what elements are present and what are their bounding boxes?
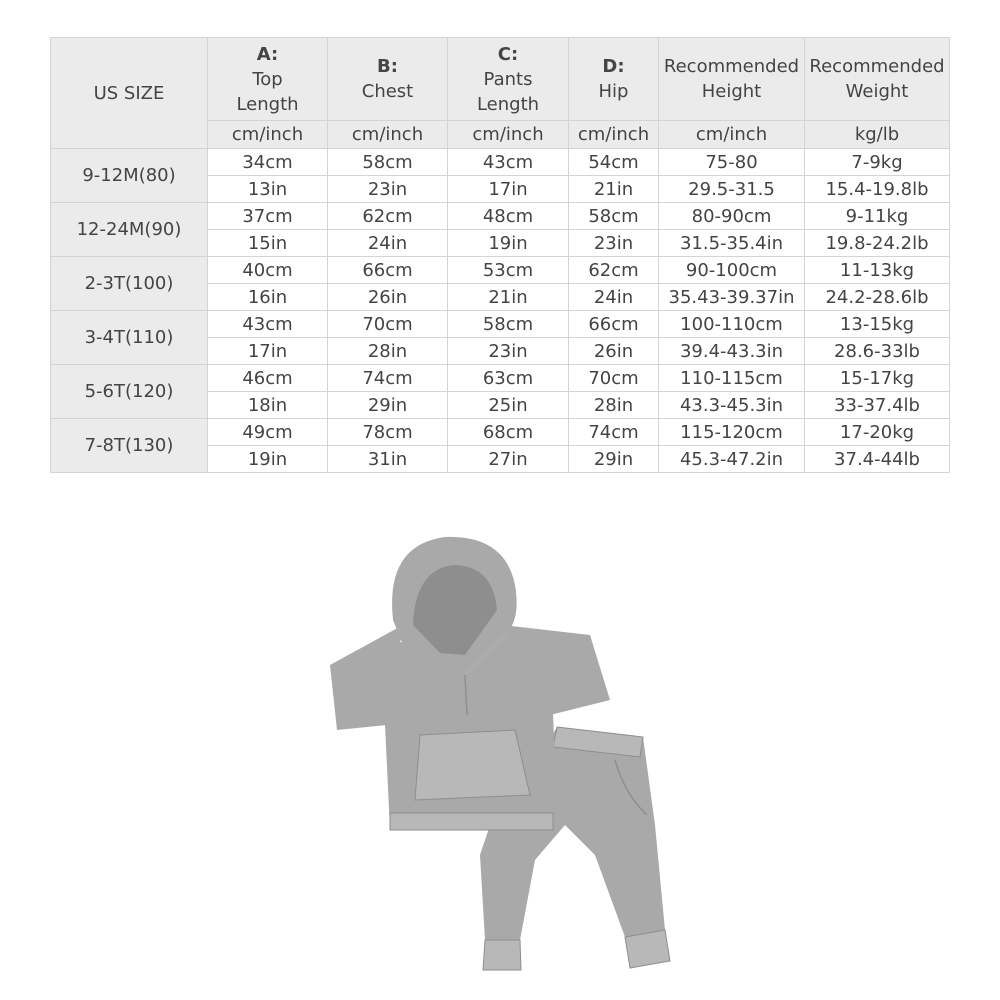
column-title-line: Length <box>236 93 299 115</box>
cell-cm: 9-11kg <box>805 203 950 230</box>
cell-inch: 26in <box>328 284 448 311</box>
cell-cm: 62cm <box>328 203 448 230</box>
us-size-header: US SIZE <box>51 38 208 149</box>
cell-cm: 115-120cm <box>659 419 805 446</box>
cell-cm: 90-100cm <box>659 257 805 284</box>
column-unit: cm/inch <box>659 121 805 149</box>
column-header-1 <box>328 38 448 121</box>
column-title-line: Top <box>252 68 283 90</box>
column-letter: B: <box>377 56 398 77</box>
cell-inch: 17in <box>208 338 328 365</box>
cell-cm: 58cm <box>569 203 659 230</box>
cell-inch: 31.5-35.4in <box>659 230 805 257</box>
cell-inch: 24in <box>328 230 448 257</box>
cell-inch: 23in <box>448 338 569 365</box>
cell-cm: 11-13kg <box>805 257 950 284</box>
size-label: 5-6T(120) <box>51 365 208 419</box>
cell-cm: 110-115cm <box>659 365 805 392</box>
cell-cm: 49cm <box>208 419 328 446</box>
column-title-line: Length <box>476 93 540 115</box>
cell-inch: 29in <box>328 392 448 419</box>
cell-cm: 54cm <box>569 149 659 176</box>
cell-cm: 74cm <box>328 365 448 392</box>
table-row <box>51 311 950 338</box>
cell-inch: 33-37.4lb <box>805 392 950 419</box>
cell-cm: 68cm <box>448 419 569 446</box>
cell-cm: 75-80 <box>659 149 805 176</box>
cell-inch: 23in <box>569 230 659 257</box>
cell-inch: 13in <box>208 176 328 203</box>
cell-inch: 16in <box>208 284 328 311</box>
column-unit: cm/inch <box>448 121 569 149</box>
cell-inch: 35.43-39.37in <box>659 284 805 311</box>
table-row <box>51 419 950 446</box>
cell-cm: 13-15kg <box>805 311 950 338</box>
cell-cm: 58cm <box>328 149 448 176</box>
column-unit: cm/inch <box>569 121 659 149</box>
column-letter: A: <box>256 43 279 65</box>
cell-cm: 74cm <box>569 419 659 446</box>
cell-cm: 15-17kg <box>805 365 950 392</box>
cell-inch: 28in <box>569 392 659 419</box>
column-header-2 <box>448 38 569 121</box>
cell-inch: 29.5-31.5 <box>659 176 805 203</box>
cell-inch: 43.3-45.3in <box>659 392 805 419</box>
cell-cm: 43cm <box>208 311 328 338</box>
column-header-3 <box>569 38 659 121</box>
cell-inch: 19in <box>448 230 569 257</box>
cell-cm: 37cm <box>208 203 328 230</box>
size-chart-table <box>50 37 950 473</box>
cell-inch: 39.4-43.3in <box>659 338 805 365</box>
cell-cm: 7-9kg <box>805 149 950 176</box>
column-title-line: Pants <box>483 68 533 90</box>
cell-inch: 19in <box>208 446 328 473</box>
cell-inch: 17in <box>448 176 569 203</box>
cell-cm: 34cm <box>208 149 328 176</box>
cell-inch: 27in <box>448 446 569 473</box>
cell-inch: 28.6-33lb <box>805 338 950 365</box>
column-title-line: Weight <box>845 81 909 102</box>
cell-inch: 21in <box>569 176 659 203</box>
cell-cm: 48cm <box>448 203 569 230</box>
column-unit: cm/inch <box>208 121 328 149</box>
cell-inch: 29in <box>569 446 659 473</box>
table-row <box>51 203 950 230</box>
column-title-line: Recommended <box>663 56 800 77</box>
column-unit: kg/lb <box>805 121 950 149</box>
cell-inch: 19.8-24.2lb <box>805 230 950 257</box>
size-label: 7-8T(130) <box>51 419 208 473</box>
cell-cm: 70cm <box>569 365 659 392</box>
product-photo-hoodie-shorts-set <box>325 525 675 995</box>
cell-cm: 66cm <box>569 311 659 338</box>
cell-inch: 18in <box>208 392 328 419</box>
cell-cm: 53cm <box>448 257 569 284</box>
column-unit: cm/inch <box>328 121 448 149</box>
size-label: 3-4T(110) <box>51 311 208 365</box>
size-label: 2-3T(100) <box>51 257 208 311</box>
cell-inch: 21in <box>448 284 569 311</box>
cell-inch: 24.2-28.6lb <box>805 284 950 311</box>
size-label: 12-24M(90) <box>51 203 208 257</box>
column-letter: C: <box>497 43 519 65</box>
cell-cm: 100-110cm <box>659 311 805 338</box>
column-title-line: Chest <box>361 81 414 102</box>
cell-inch: 24in <box>569 284 659 311</box>
column-header-4 <box>659 38 805 121</box>
cell-inch: 37.4-44lb <box>805 446 950 473</box>
cell-cm: 17-20kg <box>805 419 950 446</box>
cell-cm: 80-90cm <box>659 203 805 230</box>
cell-cm: 58cm <box>448 311 569 338</box>
cell-cm: 66cm <box>328 257 448 284</box>
column-title-line: Height <box>701 81 762 102</box>
cell-inch: 26in <box>569 338 659 365</box>
cell-inch: 28in <box>328 338 448 365</box>
size-label: 9-12M(80) <box>51 149 208 203</box>
cell-inch: 31in <box>328 446 448 473</box>
column-header-0 <box>208 38 328 121</box>
cell-cm: 43cm <box>448 149 569 176</box>
cell-inch: 45.3-47.2in <box>659 446 805 473</box>
cell-cm: 46cm <box>208 365 328 392</box>
table-row <box>51 365 950 392</box>
column-letter: D: <box>602 56 625 77</box>
column-header-5 <box>805 38 950 121</box>
cell-cm: 40cm <box>208 257 328 284</box>
cell-inch: 15.4-19.8lb <box>805 176 950 203</box>
column-title-line: Recommended <box>809 56 945 77</box>
cell-inch: 23in <box>328 176 448 203</box>
table-row <box>51 149 950 176</box>
cell-cm: 70cm <box>328 311 448 338</box>
cell-cm: 63cm <box>448 365 569 392</box>
cell-cm: 78cm <box>328 419 448 446</box>
table-row <box>51 257 950 284</box>
cell-inch: 25in <box>448 392 569 419</box>
cell-inch: 15in <box>208 230 328 257</box>
cell-cm: 62cm <box>569 257 659 284</box>
column-title-line: Hip <box>598 81 629 102</box>
